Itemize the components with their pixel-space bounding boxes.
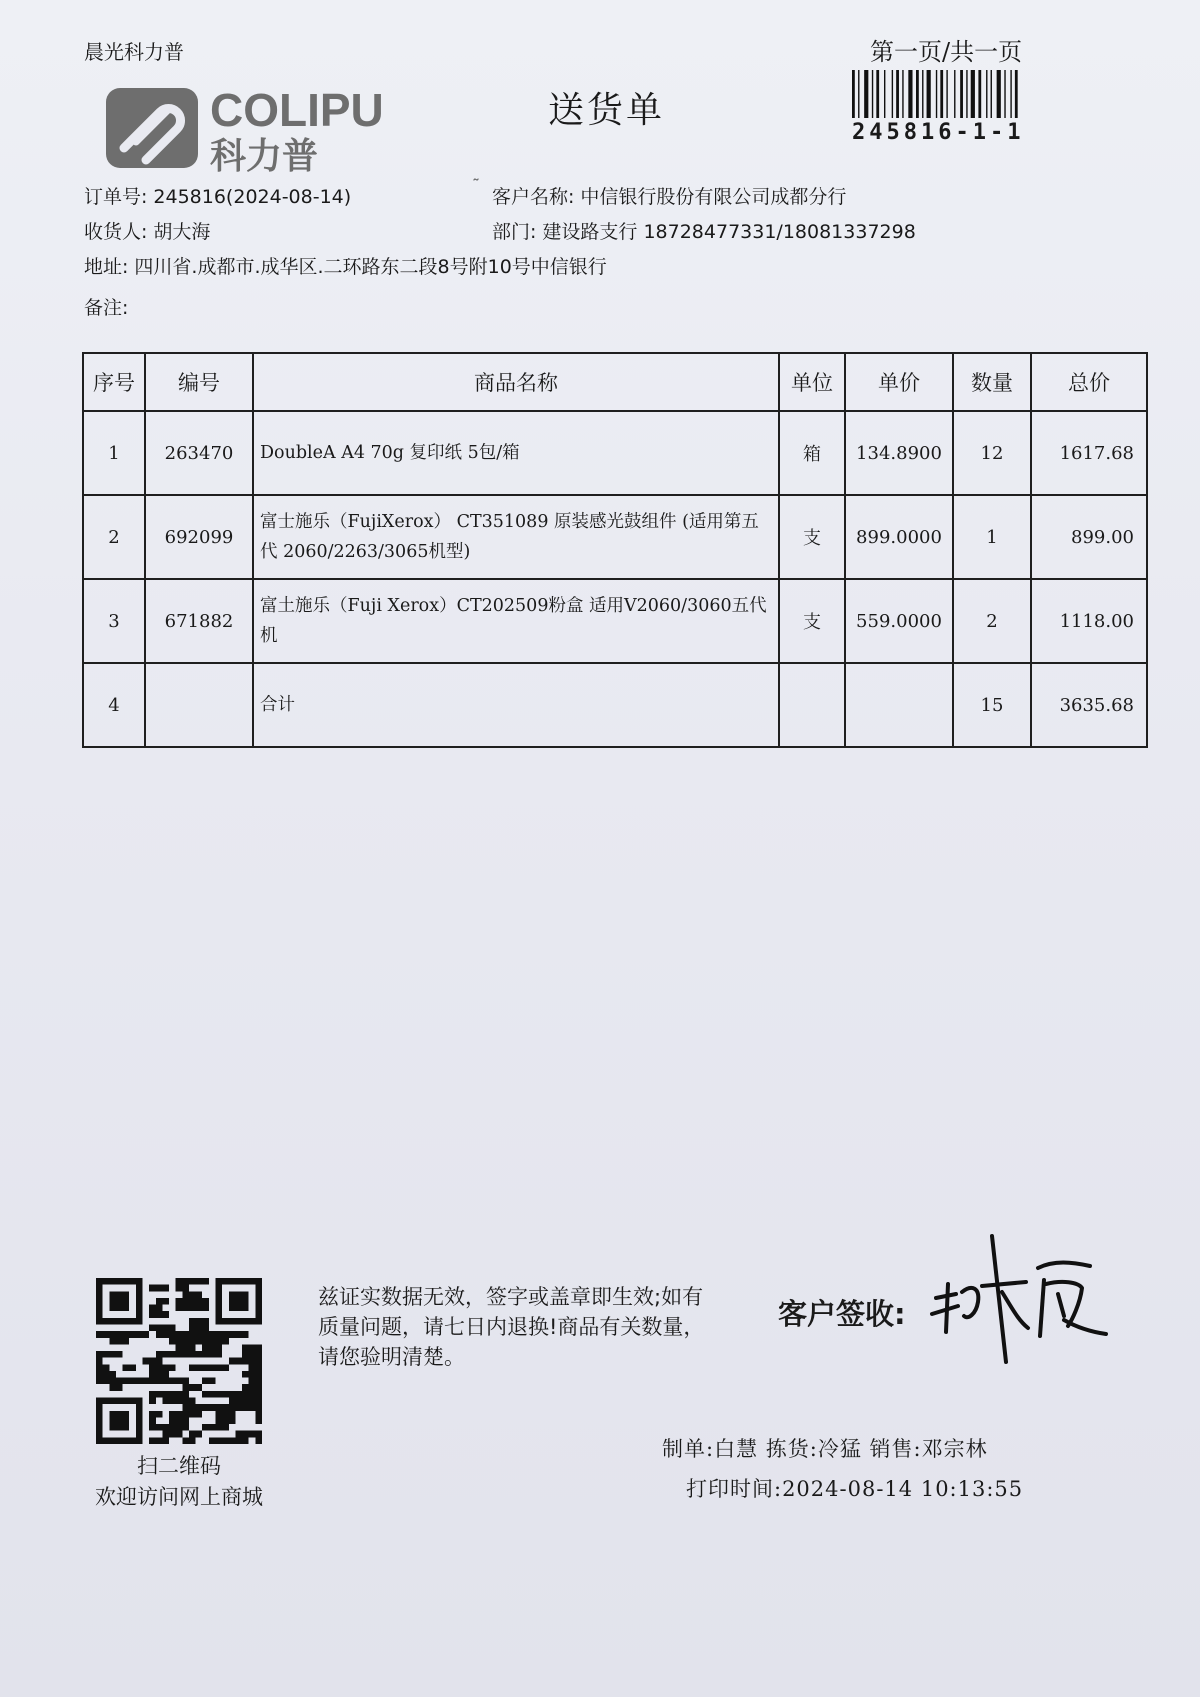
cell-code bbox=[145, 663, 253, 747]
receiver-row bbox=[84, 217, 210, 244]
qr-caption-welcome: 欢迎访问网上商城 bbox=[95, 1485, 263, 1509]
cell-qty: 15 bbox=[953, 663, 1031, 747]
customer-sign-label: 客户签收: bbox=[778, 1297, 906, 1331]
cell-name: DoubleA A4 70g 复印纸 5包/箱 bbox=[253, 411, 779, 495]
table-row bbox=[83, 411, 1147, 495]
remark-row bbox=[84, 293, 134, 320]
header-unit: 单位 bbox=[779, 353, 845, 411]
cell-price bbox=[845, 663, 953, 747]
table-row-total bbox=[83, 663, 1147, 747]
barcode-number: 245816-1-1 bbox=[852, 120, 1025, 145]
address-value: 四川省.成都市.成华区.二环路东二段8号附10号中信银行 bbox=[134, 256, 607, 278]
cell-seq: 3 bbox=[83, 579, 145, 663]
table-header-row bbox=[83, 353, 1147, 411]
order-number-row bbox=[84, 182, 351, 209]
cell-name: 富土施乐（Fuji Xerox）CT202509粉盒 适用V2060/3060五代机 bbox=[253, 579, 779, 663]
cell-qty: 1 bbox=[953, 495, 1031, 579]
header-code: 编号 bbox=[145, 353, 253, 411]
cell-total: 899.00 bbox=[1031, 495, 1147, 579]
address-row bbox=[84, 252, 607, 279]
remark-label: 备注: bbox=[84, 297, 129, 319]
order-number-label: 订单号: bbox=[84, 186, 148, 208]
cell-code: 263470 bbox=[145, 411, 253, 495]
barcode bbox=[852, 70, 1050, 118]
table-row bbox=[83, 495, 1147, 579]
notice-text: 兹证实数据无效，签字或盖章即生效;如有质量问题，请七日内退换!商品有关数量，请您验明清楚。 bbox=[318, 1285, 705, 1369]
department-value: 建设路支行 18728477331/18081337298 bbox=[542, 221, 916, 243]
receiver-value: 胡大海 bbox=[153, 221, 211, 243]
department-label: 部门: bbox=[492, 221, 537, 243]
cell-total: 1617.68 bbox=[1031, 411, 1147, 495]
items-table bbox=[82, 352, 1148, 748]
cell-total: 1118.00 bbox=[1031, 579, 1147, 663]
table-row bbox=[83, 579, 1147, 663]
header-total: 总价 bbox=[1031, 353, 1147, 411]
customer-value: 中信银行股份有限公司成都分行 bbox=[580, 186, 847, 208]
customer-label: 客户名称: bbox=[492, 186, 575, 208]
address-label: 地址: bbox=[84, 256, 129, 278]
cell-seq: 1 bbox=[83, 411, 145, 495]
header-seq: 序号 bbox=[83, 353, 145, 411]
header-price: 单价 bbox=[845, 353, 953, 411]
cell-unit: 箱 bbox=[779, 411, 845, 495]
dot-mark: ˜ bbox=[472, 176, 480, 195]
customer-row bbox=[492, 182, 846, 209]
department-row bbox=[492, 217, 916, 244]
receiver-label: 收货人: bbox=[84, 221, 148, 243]
cell-price: 559.0000 bbox=[845, 579, 953, 663]
cell-qty: 12 bbox=[953, 411, 1031, 495]
header-qty: 数量 bbox=[953, 353, 1031, 411]
qr-code[interactable] bbox=[96, 1278, 262, 1444]
cell-seq: 2 bbox=[83, 495, 145, 579]
cell-total: 3635.68 bbox=[1031, 663, 1147, 747]
document-title: 送货单 bbox=[548, 90, 666, 131]
cell-name: 富士施乐（FujiXerox） CT351089 原装感光鼓组件 (适用第五代 2060/2263/3065机型) bbox=[253, 495, 779, 579]
cell-name: 合计 bbox=[253, 663, 779, 747]
cell-seq: 4 bbox=[83, 663, 145, 747]
cell-unit: 支 bbox=[779, 579, 845, 663]
cell-code: 692099 bbox=[145, 495, 253, 579]
qr-caption-scan: 扫二维码 bbox=[137, 1454, 221, 1478]
company-name: 晨光科力普 bbox=[84, 40, 184, 64]
colipu-logo bbox=[106, 84, 442, 172]
cell-qty: 2 bbox=[953, 579, 1031, 663]
cell-unit bbox=[779, 663, 845, 747]
order-number-value: 245816(2024-08-14) bbox=[153, 186, 352, 208]
page-info: 第一页/共一页 bbox=[870, 38, 1023, 66]
cell-code: 671882 bbox=[145, 579, 253, 663]
header-name: 商品名称 bbox=[253, 353, 779, 411]
cell-unit: 支 bbox=[779, 495, 845, 579]
cell-price: 134.8900 bbox=[845, 411, 953, 495]
print-time: 打印时间:2024-08-14 10:13:55 bbox=[686, 1477, 1024, 1501]
staff-line: 制单:白慧 拣货:冷猛 销售:邓宗林 bbox=[662, 1437, 988, 1461]
logo-brand-text: COLIPU bbox=[210, 84, 384, 136]
logo-brand-cn-text: 科力普 bbox=[210, 136, 319, 172]
cell-price: 899.0000 bbox=[845, 495, 953, 579]
handwritten-signature bbox=[922, 1228, 1122, 1368]
